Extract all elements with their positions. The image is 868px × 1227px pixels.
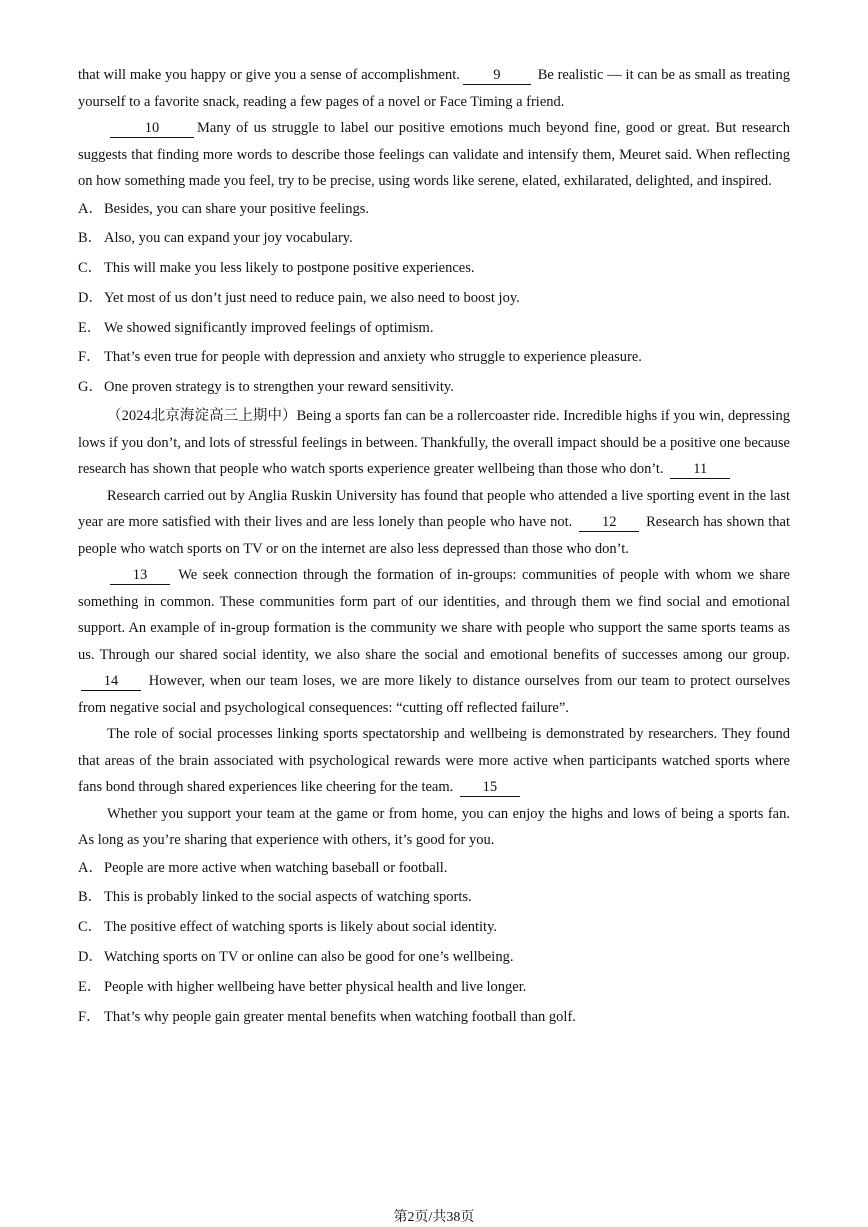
- option-text: That’s even true for people with depression and anxiety who struggle to experience pleasure.: [104, 349, 642, 366]
- option-letter: D．: [78, 289, 103, 306]
- option-letter: B．: [78, 889, 103, 906]
- option-text: We showed significantly improved feelings of optimism.: [104, 319, 434, 336]
- options-list-2: [78, 854, 790, 1033]
- answer-blank-11[interactable]: 11: [670, 461, 730, 479]
- text-run: We seek connection through the formation of in-groups: communities of people with whom we share something in common. These communities form part of our identities, and through them we find social and emotional support. An example of in-group formation is the community we share with people who support the same sports teams as us. Through our shared social identity, we also share the social and emotional benefits of successes among our group.: [78, 567, 790, 663]
- option-a: [78, 854, 790, 884]
- option-text: Also, you can expand your joy vocabulary.: [104, 230, 353, 247]
- passage2-paragraph-5: [78, 801, 790, 854]
- option-c: [78, 913, 790, 943]
- option-f: [78, 343, 790, 373]
- option-text: People are more active when watching baseball or football.: [104, 859, 448, 876]
- option-f: [78, 1003, 790, 1033]
- option-text: Yet most of us don’t just need to reduce pain, we also need to boost joy.: [104, 289, 520, 306]
- options-list-1: [78, 195, 790, 404]
- option-letter: F．: [78, 1008, 101, 1025]
- option-letter: C．: [78, 260, 103, 277]
- option-e: [78, 314, 790, 344]
- option-letter: G．: [78, 379, 103, 396]
- option-text: This will make you less likely to postpone positive experiences.: [104, 260, 475, 277]
- answer-blank-14[interactable]: 14: [81, 673, 141, 691]
- option-letter: D．: [78, 948, 103, 965]
- source-tag: （2024北京海淀高三上期中）: [107, 408, 297, 425]
- answer-blank-9[interactable]: 9: [463, 67, 531, 85]
- option-letter: E．: [78, 978, 102, 995]
- option-text: That’s why people gain greater mental benefits when watching football than golf.: [104, 1008, 576, 1025]
- text-run: The role of social processes linking sports spectatorship and wellbeing is demonstrated by researchers. They found that areas of the brain associated with psychological rewards were more active when participants watched sports where fans bond through shared experiences like cheering for the team.: [78, 726, 790, 796]
- text-run: Research carried out by Anglia Ruskin University has found that people who attended a live sporting event in the last year are more satisfied with their lives and are less lonely than people who have not.: [78, 487, 790, 531]
- text-run: Be realistic — it can be as small as treating yourself to a favorite snack, reading a few pages of a novel or Face Timing a friend.: [78, 67, 790, 110]
- passage2-paragraph-3: [78, 562, 790, 721]
- answer-blank-13[interactable]: 13: [110, 567, 170, 585]
- option-g: [78, 373, 790, 403]
- passage2-paragraph-2: [78, 483, 790, 563]
- option-letter: E．: [78, 319, 102, 336]
- text-run: that will make you happy or give you a sense of accomplishment.: [78, 67, 460, 83]
- passage1-paragraph-2: [78, 115, 790, 195]
- option-letter: B．: [78, 230, 103, 247]
- option-d: [78, 943, 790, 973]
- text-run: Being a sports fan can be a rollercoaster ride. Incredible highs if you win, depressing lows if you don’t, and lots of stressful feelings in between. Thankfully, the overall impact should be a positive one because research has shown that people who watch sports experience greater wellbeing than those who don’t.: [78, 408, 790, 478]
- answer-blank-12[interactable]: 12: [579, 514, 639, 532]
- passage1-paragraph-1: [78, 62, 790, 115]
- option-text: People with higher wellbeing have better physical health and live longer.: [104, 978, 527, 995]
- text-run: Research has shown that people who watch sports on TV or on the internet are also less depressed than those who don’t.: [78, 514, 790, 557]
- option-letter: A．: [78, 200, 103, 217]
- page-number-footer: 第2页/共38页: [393, 1210, 475, 1225]
- option-a: [78, 195, 790, 225]
- option-letter: C．: [78, 919, 103, 936]
- option-b: [78, 224, 790, 254]
- answer-blank-15[interactable]: 15: [460, 779, 520, 797]
- passage2-paragraph-4: [78, 721, 790, 801]
- option-text: One proven strategy is to strengthen your reward sensitivity.: [104, 379, 454, 396]
- option-letter: A．: [78, 859, 103, 876]
- option-letter: F．: [78, 349, 101, 366]
- option-d: [78, 284, 790, 314]
- option-c: [78, 254, 790, 284]
- text-run: Many of us struggle to label our positive emotions much beyond fine, good or great. But research suggests that finding more words to describe those feelings can validate and intensify them, Meuret said. When reflecting on how something made you feel, try to be precise, using words like serene, elated, exhilarated, delighted, and inspired.: [78, 120, 790, 189]
- text-run: However, when our team loses, we are more likely to distance ourselves from our team to protect ourselves from negative social and psychological consequences: “cutting off reflected failure”.: [78, 673, 791, 716]
- option-text: Watching sports on TV or online can also be good for one’s wellbeing.: [104, 948, 514, 965]
- option-e: [78, 973, 790, 1003]
- option-text: Besides, you can share your positive feelings.: [104, 200, 369, 217]
- option-text: The positive effect of watching sports is likely about social identity.: [104, 919, 498, 936]
- option-b: [78, 883, 790, 913]
- text-run: Whether you support your team at the game or from home, you can enjoy the highs and lows of being a sports fan. As long as you’re sharing that experience with others, it’s good for you.: [78, 805, 790, 849]
- option-text: This is probably linked to the social aspects of watching sports.: [104, 889, 472, 906]
- passage2-paragraph-1: [78, 403, 790, 483]
- answer-blank-10[interactable]: 10: [110, 120, 194, 138]
